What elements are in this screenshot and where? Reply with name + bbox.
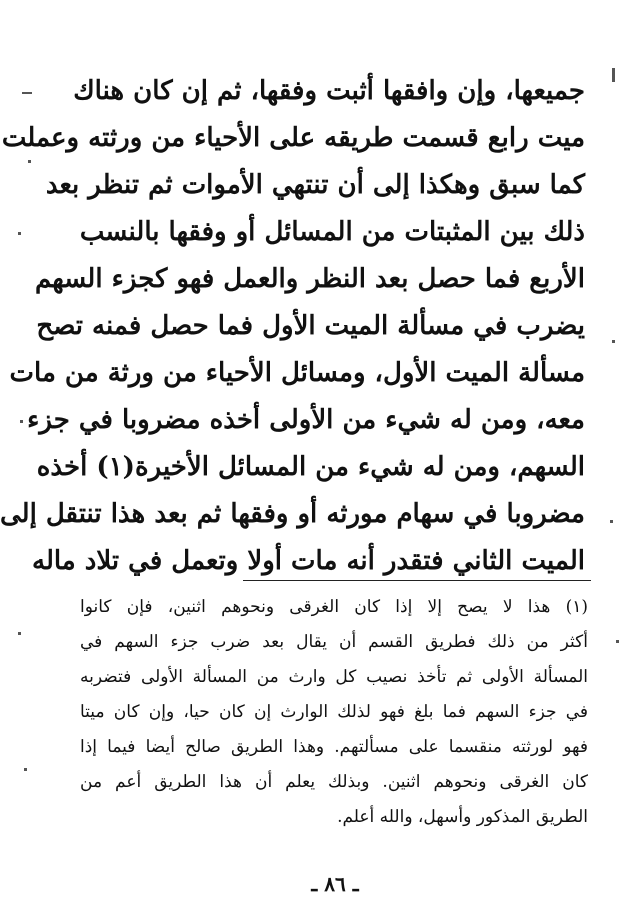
main-text-line: مسألة الميت الأول، ومسائل الأحياء من ورثة من مات bbox=[9, 358, 585, 388]
main-text-line: الأربع فما حصل بعد النظر والعمل فهو كجزء السهم bbox=[34, 264, 585, 294]
footnote-line: الطريق المذكور وأسهل، والله أعلم. bbox=[337, 807, 588, 827]
margin-mark bbox=[612, 340, 615, 343]
footnote-line: فهو لورثته منقسما على مسألتهم. وهذا الطريق صالح أيضا فيما إذا bbox=[80, 737, 588, 757]
margin-mark bbox=[22, 92, 32, 94]
main-text-block bbox=[0, 68, 585, 585]
footnote-block bbox=[80, 590, 588, 835]
footnote-line: (١) هذا لا يصح إلا إذا كان الغرقى ونحوهم اثنين، فإن كانوا bbox=[80, 597, 588, 617]
footnote-line: المسألة الأولى ثم تأخذ نصيب كل وارث من المسألة الأولى فتضربه bbox=[80, 667, 588, 687]
main-text-line: جميعها، وإن وافقها أثبت وفقها، ثم إن كان هناك bbox=[73, 76, 585, 106]
page-number: ـ ٨٦ ـ bbox=[311, 872, 359, 896]
margin-mark bbox=[18, 632, 21, 635]
footnote-divider bbox=[243, 580, 591, 581]
margin-mark bbox=[616, 640, 619, 643]
main-text-line: معه، ومن له شيء من الأولى أخذه مضروبا في جزء bbox=[27, 405, 585, 435]
main-text-line: الميت الثاني فتقدر أنه مات أولا وتعمل في تلاد ماله bbox=[32, 546, 585, 576]
footnote-line: كان الغرقى ونحوهم اثنين. وبذلك يعلم أن هذا الطريق أعم من bbox=[80, 772, 588, 792]
margin-mark bbox=[610, 520, 613, 523]
margin-mark bbox=[24, 768, 27, 771]
footnote-line: أكثر من ذلك فطريق القسم أن يقال بعد ضرب جزء السهم في bbox=[80, 632, 588, 652]
main-text-line: ذلك بين المثبتات من المسائل أو وفقها بالنسب bbox=[79, 217, 585, 247]
main-text-line: ميت رابع قسمت طريقه على الأحياء من ورثته وعملت bbox=[1, 123, 585, 153]
margin-mark bbox=[18, 232, 21, 235]
main-text-line: كما سبق وهكذا إلى أن تنتهي الأموات ثم تنظر بعد bbox=[45, 170, 585, 200]
margin-mark bbox=[612, 68, 615, 82]
margin-mark bbox=[20, 420, 23, 423]
main-text-line: مضروبا في سهام مورثه أو وفقها ثم بعد هذا تنتقل إلى bbox=[0, 499, 585, 529]
main-text-line: السهم، ومن له شيء من المسائل الأخيرة(١) أخذه bbox=[36, 452, 585, 482]
main-text-line: يضرب في مسألة الميت الأول فما حصل فمنه تصح bbox=[36, 311, 585, 341]
footnote-line: في جزء السهم فما بلغ فهو لذلك الوارث إن كان حيا، وإن كان ميتا bbox=[80, 702, 588, 722]
